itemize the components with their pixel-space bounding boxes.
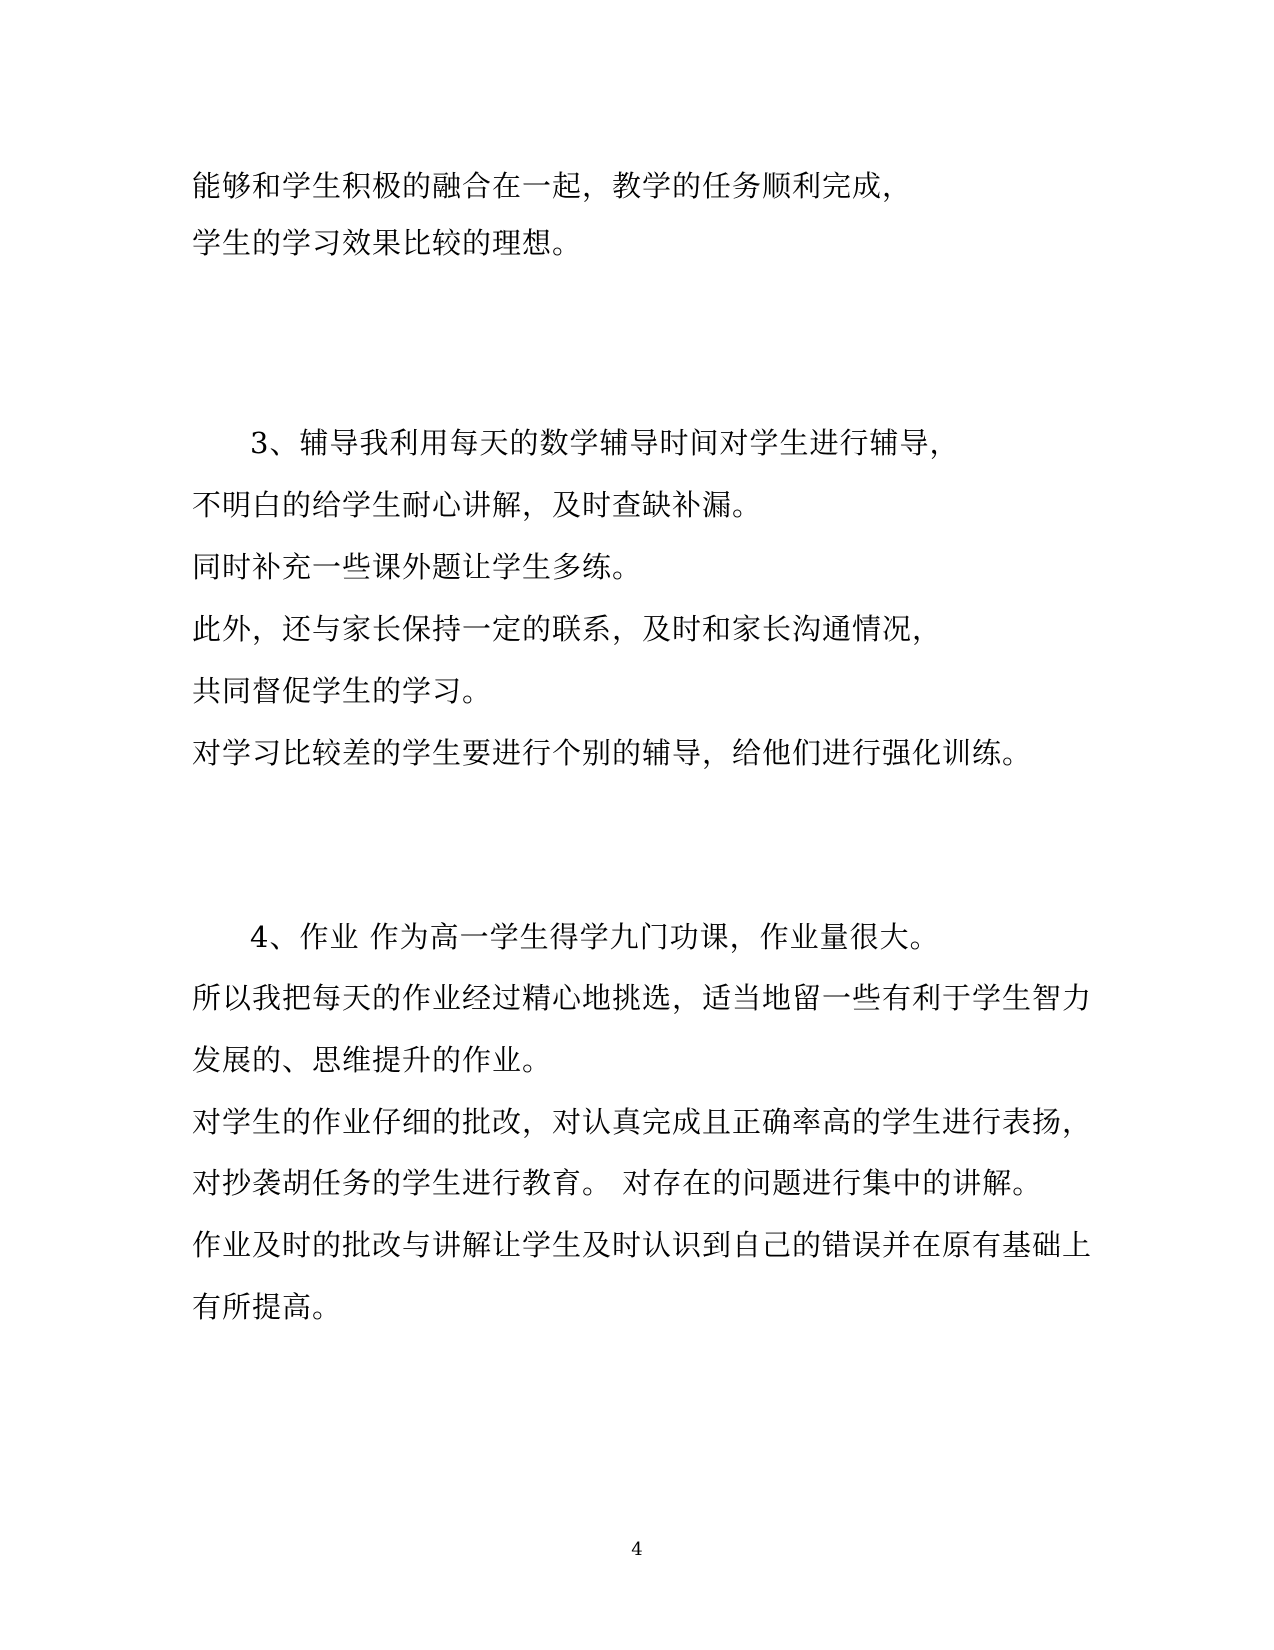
paragraph-line: 能够和学生积极的融合在一起，教学的任务顺利完成，	[192, 169, 913, 203]
section-heading-line: 4、作业 作为高一学生得学九门功课，作业量很大。	[250, 920, 940, 954]
paragraph-line: 所以我把每天的作业经过精心地挑选，适当地留一些有利于学生智力	[192, 981, 1093, 1015]
paragraph-line: 对学生的作业仔细的批改，对认真完成且正确率高的学生进行表扬，	[192, 1105, 1093, 1139]
paragraph-line: 此外，还与家长保持一定的联系，及时和家长沟通情况，	[192, 612, 943, 646]
paragraph-line: 对学习比较差的学生要进行个别的辅导，给他们进行强化训练。	[192, 736, 1033, 770]
section-heading-line: 3、辅导我利用每天的数学辅导时间对学生进行辅导，	[250, 426, 960, 460]
paragraph-line: 同时补充一些课外题让学生多练。	[192, 550, 643, 584]
paragraph-line: 发展的、思维提升的作业。	[192, 1043, 553, 1077]
paragraph-line: 学生的学习效果比较的理想。	[192, 226, 583, 260]
paragraph-line: 共同督促学生的学习。	[192, 674, 493, 708]
paragraph-line: 不明白的给学生耐心讲解，及时查缺补漏。	[192, 488, 763, 522]
paragraph-line: 作业及时的批改与讲解让学生及时认识到自己的错误并在原有基础上	[192, 1228, 1093, 1262]
paragraph-line: 有所提高。	[192, 1290, 343, 1324]
page-number: 4	[631, 1539, 643, 1560]
paragraph-line: 对抄袭胡任务的学生进行教育。 对存在的问题进行集中的讲解。	[192, 1166, 1043, 1200]
